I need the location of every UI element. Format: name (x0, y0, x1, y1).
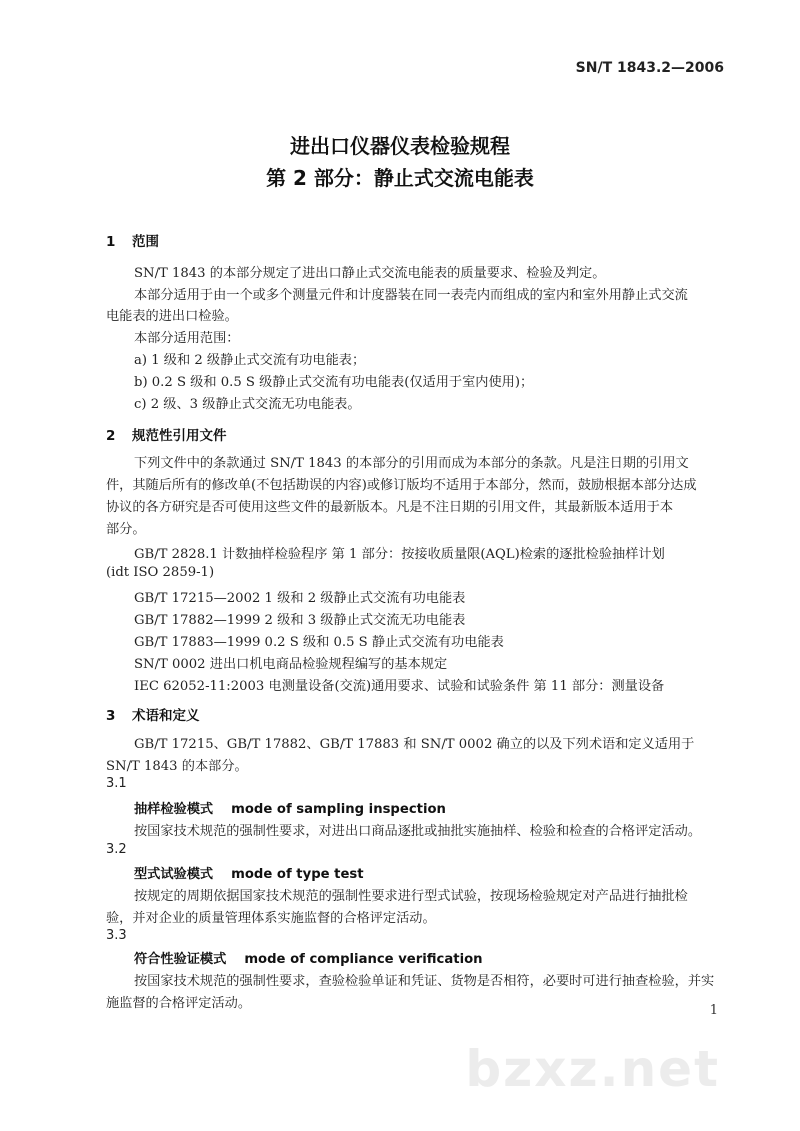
list-item: b) 0.2 S 级和 0.5 S 级静止式交流有功电能表(仅适用于室内使用)； (134, 375, 534, 390)
term-title: 符合性验证模式 mode of compliance verification (134, 952, 483, 967)
paragraph-line: 件，其随后所有的修改单(不包括勘误的内容)或修订版均不适用于本部分，然而，鼓励根据本部分达成 (106, 478, 697, 493)
term-definition: 按国家技术规范的强制性要求，对进出口商品逐批或抽批实施抽样、检验和检查的合格评定活动。 (134, 824, 702, 839)
paragraph-line: 本部分适用范围： (134, 331, 240, 346)
paragraph-line: GB/T 17215、GB/T 17882、GB/T 17883 和 SN/T 0002 确立的以及下列术语和定义适用于 (134, 737, 695, 752)
paragraph-line: SN/T 1843 的本部分规定了进出口静止式交流电能表的质量要求、检验及判定。 (134, 266, 606, 281)
list-item: a) 1 级和 2 级静止式交流有功电能表； (134, 353, 366, 368)
term-definition: 按规定的周期依据国家技术规范的强制性要求进行型式试验，按现场检验规定对产品进行抽批检 (134, 889, 688, 904)
term-number: 3.1 (106, 776, 127, 791)
document-subtitle: 第 2 部分：静止式交流电能表 (266, 166, 534, 190)
document-title: 进出口仪器仪表检验规程 (290, 134, 510, 158)
paragraph-line: SN/T 1843 的本部分。 (106, 759, 248, 774)
paragraph-line: 协议的各方研究是否可使用这些文件的最新版本。凡是不注日期的引用文件，其最新版本适用于本 (106, 500, 674, 515)
page-number: 1 (709, 1003, 718, 1018)
term-number: 3.3 (106, 928, 127, 943)
section-heading-scope: 1 范围 (106, 234, 159, 250)
reference-item: SN/T 0002 进出口机电商品检验规程编写的基本规定 (134, 657, 448, 672)
paragraph-line: 电能表的进出口检验。 (106, 309, 238, 324)
term-definition: 施监督的合格评定活动。 (106, 996, 252, 1011)
reference-item: (idt ISO 2859-1) (106, 565, 215, 580)
standard-number: SN/T 1843.2—2006 (575, 60, 724, 76)
reference-item: GB/T 17883—1999 0.2 S 级和 0.5 S 静止式交流有功电能表 (134, 635, 504, 650)
term-definition: 验，并对企业的质量管理体系实施监督的合格评定活动。 (106, 911, 436, 926)
term-title: 抽样检验模式 mode of sampling inspection (134, 802, 446, 817)
reference-item: IEC 62052-11:2003 电测量设备(交流)通用要求、试验和试验条件 第 11 部分：测量设备 (134, 679, 665, 694)
term-definition: 按国家技术规范的强制性要求，查验检验单证和凭证、货物是否相符，必要时可进行抽查检验，并实 (134, 974, 715, 989)
paragraph-line: 下列文件中的条款通过 SN/T 1843 的本部分的引用而成为本部分的条款。凡是注日期的引用文 (134, 456, 689, 471)
watermark: bzxz.net (465, 1040, 720, 1098)
reference-item: GB/T 2828.1 计数抽样检验程序 第 1 部分：按接收质量限(AQL)检索的逐批检验抽样计划 (134, 547, 665, 562)
reference-item: GB/T 17215—2002 1 级和 2 级静止式交流有功电能表 (134, 591, 466, 606)
section-heading-normative-references: 2 规范性引用文件 (106, 428, 227, 444)
section-heading-terms-definitions: 3 术语和定义 (106, 708, 200, 724)
term-number: 3.2 (106, 842, 127, 857)
term-title: 型式试验模式 mode of type test (134, 867, 364, 882)
paragraph-line: 本部分适用于由一个或多个测量元件和计度器装在同一表壳内而组成的室内和室外用静止式交流 (134, 288, 688, 303)
paragraph-line: 部分。 (106, 522, 146, 537)
reference-item: GB/T 17882—1999 2 级和 3 级静止式交流无功电能表 (134, 613, 466, 628)
list-item: c) 2 级、3 级静止式交流无功电能表。 (134, 397, 361, 412)
